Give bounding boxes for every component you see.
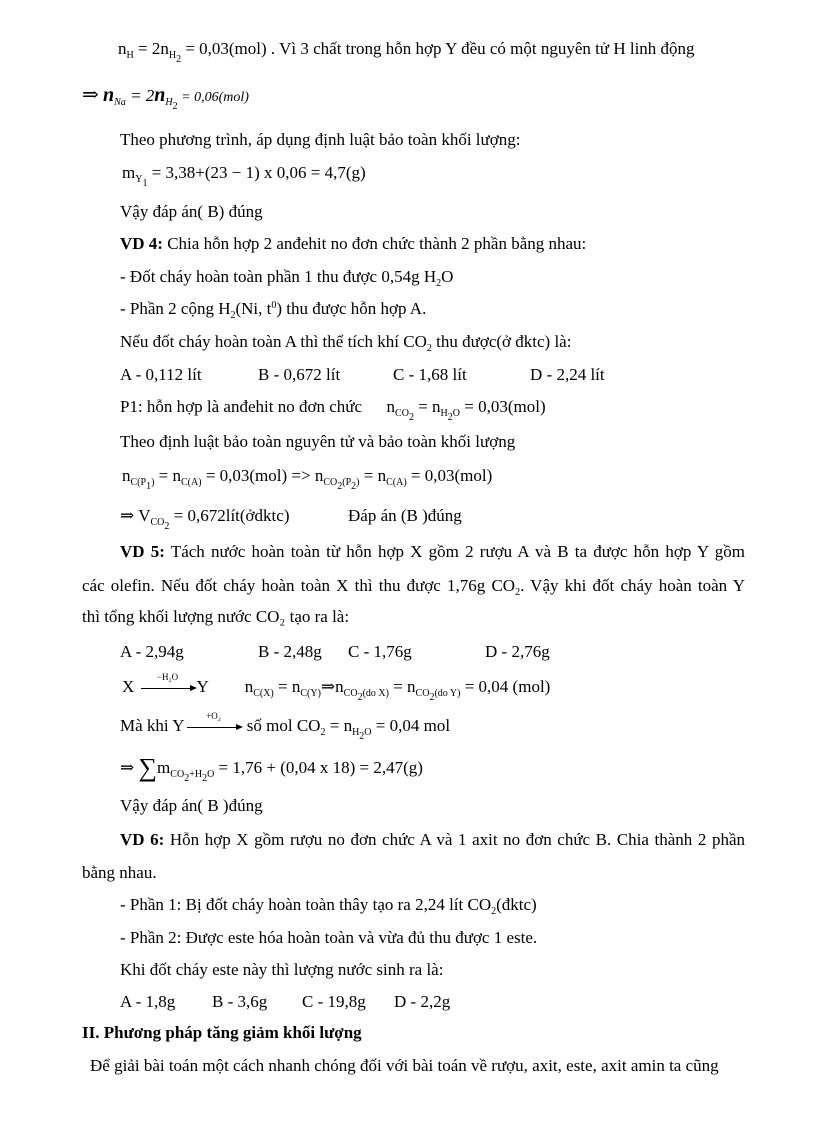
text: . Vậy khi đốt cháy hoàn toàn Y xyxy=(520,576,745,595)
text: CO xyxy=(170,769,185,780)
text xyxy=(165,97,178,112)
text: 2 xyxy=(184,773,190,784)
text: 2 xyxy=(172,101,178,112)
formula-line-vco2 xyxy=(120,505,290,532)
option-c: C - 19,8g xyxy=(302,992,366,1011)
text: C(Y) xyxy=(300,688,321,699)
reaction-arrow-icon xyxy=(139,672,197,698)
option-d: D - 2,24 lít xyxy=(530,365,605,384)
text: +H xyxy=(189,769,203,780)
text: n xyxy=(335,677,344,696)
answer-line: Đáp án (B )đúng xyxy=(348,506,462,525)
text: 0 xyxy=(271,300,277,311)
section-heading: II. Phương pháp tăng giảm khối lượng xyxy=(82,1023,362,1042)
text: - Phần 2 cộng H xyxy=(120,299,231,318)
text: = 0,04 (mol) xyxy=(460,677,551,696)
text: (đktc) xyxy=(496,895,537,914)
text: Tách nước hoàn toàn từ hỗn hợp X gồm 2 rượu A và B ta được hỗn hợp Y gồm xyxy=(164,542,745,561)
text: Y xyxy=(135,174,143,185)
text xyxy=(440,408,460,423)
paragraph xyxy=(120,894,537,916)
text: H xyxy=(440,408,448,419)
text: O xyxy=(364,727,372,738)
text: = 0,03(mol) xyxy=(460,397,546,416)
text: 1 xyxy=(142,178,148,189)
option-a: A - 2,94g xyxy=(120,642,184,661)
text: +O₂ xyxy=(206,711,221,721)
text: H xyxy=(352,727,360,738)
text xyxy=(130,477,155,492)
text: 2 xyxy=(176,54,182,65)
text: = 2n xyxy=(133,39,169,58)
option-a: A - 1,8g xyxy=(120,992,176,1011)
example-heading-vd4 xyxy=(120,233,586,255)
text: (do Y) xyxy=(434,688,461,699)
text: 1 xyxy=(146,481,152,492)
text xyxy=(343,688,389,703)
option-c: C - 1,76g xyxy=(348,642,412,661)
paragraph xyxy=(120,266,453,288)
paragraph: Để giải bài toán một cách nhanh chóng đối với bài toán về rượu, axit, este, axit amin ta cũng xyxy=(90,1056,719,1075)
text: VD 4: xyxy=(120,234,163,253)
text: = 0,06(mol) xyxy=(177,90,249,105)
text xyxy=(395,408,414,423)
text: VD 6: xyxy=(120,830,165,849)
sum-icon: ∑ xyxy=(138,753,158,782)
text: n xyxy=(386,397,396,416)
text: n xyxy=(343,716,353,735)
text: n xyxy=(154,84,166,106)
text: 2 xyxy=(408,412,414,423)
formula-line-nNa xyxy=(82,84,249,112)
text: (do X) xyxy=(362,688,389,699)
text: Na xyxy=(114,97,126,108)
option-d: D - 2,2g xyxy=(394,992,451,1011)
text: ) xyxy=(356,477,360,488)
text: (Ni, t xyxy=(235,299,272,318)
text: C(A) xyxy=(181,477,202,488)
implies-icon: ⇒ xyxy=(320,677,336,696)
text: H xyxy=(165,97,173,108)
text: C(P xyxy=(130,477,147,488)
text: 2 xyxy=(436,278,442,289)
text: Chia hỗn hợp 2 anđehit no đơn chức thành 2 phần bằng nhau: xyxy=(162,234,587,253)
text: Mà khi Y xyxy=(120,716,185,735)
text xyxy=(323,477,360,492)
text: V xyxy=(134,506,151,525)
option-b: B - 2,48g xyxy=(258,642,322,661)
paragraph: Theo định luật bảo toàn nguyên tử và bảo toàn khối lượng xyxy=(120,432,516,451)
text: 2 xyxy=(429,692,435,703)
text: = n xyxy=(388,677,416,696)
text: CO xyxy=(343,688,358,699)
option-a: A - 0,112 lít xyxy=(120,365,202,384)
answer-line: Vậy đáp án( B) đúng xyxy=(120,202,263,221)
text: C(A) xyxy=(386,477,407,488)
text: n xyxy=(103,84,115,106)
text: H xyxy=(126,50,134,61)
text: O xyxy=(452,408,460,419)
text: = 2 xyxy=(125,86,155,105)
text: số mol CO xyxy=(242,716,321,735)
text: = n xyxy=(154,466,181,485)
text: các olefin. Nếu đốt cháy hoàn toàn X thì thu được 1,76g CO xyxy=(82,576,516,595)
text xyxy=(352,727,372,742)
text: ) xyxy=(151,477,155,488)
text: CO xyxy=(150,517,165,528)
text: n xyxy=(122,466,131,485)
formula-line-nH xyxy=(118,38,695,65)
paragraph: Khi đốt cháy este này thì lượng nước sinh ra là: xyxy=(120,960,444,979)
text: thu được(ở đktc) là: xyxy=(431,332,572,351)
text: = xyxy=(325,716,344,735)
text: m xyxy=(157,758,171,777)
option-b: B - 3,6g xyxy=(212,992,268,1011)
text: Hỗn hợp X gồm rượu no đơn chức A và 1 axit no đơn chức B. Chia thành 2 phần xyxy=(164,830,745,849)
text: = 0,672lít(ởdktc) xyxy=(169,506,290,525)
option-b: B - 0,672 lít xyxy=(258,365,341,384)
text: 2 xyxy=(230,310,236,321)
text: 2 xyxy=(320,727,326,738)
text: Nếu đốt cháy hoàn toàn A thì thể tích khí CO xyxy=(120,332,427,351)
text: = 0,04 mol xyxy=(371,716,451,735)
text: = n xyxy=(359,466,387,485)
text: 2 xyxy=(337,481,343,492)
formula-line-mY xyxy=(122,162,366,189)
text: - Phần 1: Bị đốt cháy hoàn toàn thây tạo ra 2,24 lít CO xyxy=(120,895,492,914)
text: 2 xyxy=(491,906,497,917)
text: = 0,03(mol) xyxy=(406,466,493,485)
text: X xyxy=(122,677,135,696)
text xyxy=(150,517,170,532)
text xyxy=(170,769,215,784)
example-heading-vd5 xyxy=(120,541,745,563)
formula-line-p1 xyxy=(120,396,546,423)
implies-icon: ⇒ xyxy=(120,758,135,777)
text xyxy=(168,50,182,65)
implies-icon: ⇒ xyxy=(82,84,99,106)
text: 2 xyxy=(202,773,208,784)
text: = 3,38+(23 − 1) x 0,06 = 4,7(g) xyxy=(147,163,366,182)
text: ) thu được hỗn hợp A. xyxy=(276,299,427,318)
text: 2 xyxy=(359,731,365,742)
text: n xyxy=(244,677,254,696)
reaction-line-dehydration xyxy=(122,672,551,703)
text: H xyxy=(168,50,177,61)
text: 2 xyxy=(426,343,432,354)
text: Y xyxy=(196,677,209,696)
text: CO xyxy=(323,477,338,488)
text: = 0,03(mol) . Vì 3 chất trong hỗn hợp Y đều có một nguyên tử H linh động xyxy=(181,39,695,58)
text: 2 xyxy=(515,587,521,598)
formula-line-nC xyxy=(122,465,493,492)
option-c: C - 1,68 lít xyxy=(393,365,467,384)
text: O xyxy=(207,769,215,780)
text: C(X) xyxy=(253,688,274,699)
paragraph: - Phần 2: Được este hóa hoàn toàn và vừa đủ thu được 1 este. xyxy=(120,928,538,947)
answer-line: Vậy đáp án( B )đúng xyxy=(120,796,263,815)
text: 2 xyxy=(447,412,453,423)
text: = n xyxy=(413,397,441,416)
text: 2 xyxy=(357,692,363,703)
text: P1: hỗn hợp là anđehit no đơn chức xyxy=(120,397,363,416)
text: = n xyxy=(273,677,301,696)
text: - Đốt cháy hoàn toàn phần 1 thu được 0,54g H xyxy=(120,267,437,286)
paragraph: thì tổng khối lượng nước CO₂ tạo ra là: xyxy=(82,607,350,626)
text: CO xyxy=(395,408,409,419)
text: = 0,03(mol) => n xyxy=(201,466,324,485)
text: −H₂O xyxy=(156,672,179,682)
reaction-arrow-icon xyxy=(185,711,243,737)
text: 2 xyxy=(351,481,357,492)
text xyxy=(135,174,148,189)
text: m xyxy=(122,163,136,182)
text: (P xyxy=(342,477,352,488)
paragraph: Theo phương trình, áp dụng định luật bảo toàn khối lượng: xyxy=(120,130,521,149)
example-heading-vd6 xyxy=(120,829,745,851)
text: O xyxy=(441,267,454,286)
paragraph xyxy=(120,298,426,320)
text: CO xyxy=(415,688,430,699)
text: VD 5: xyxy=(120,542,165,561)
text: n xyxy=(118,39,127,58)
paragraph xyxy=(82,575,745,597)
text: = 1,76 + (0,04 x 18) = 2,47(g) xyxy=(214,758,423,777)
implies-icon: ⇒ xyxy=(120,506,135,525)
reaction-line-combustion xyxy=(120,711,451,742)
paragraph: bằng nhau. xyxy=(82,863,157,882)
option-d: D - 2,76g xyxy=(485,642,550,661)
paragraph xyxy=(120,331,571,353)
formula-line-sum xyxy=(120,753,423,784)
text: 2 xyxy=(164,521,170,532)
text xyxy=(415,688,461,703)
